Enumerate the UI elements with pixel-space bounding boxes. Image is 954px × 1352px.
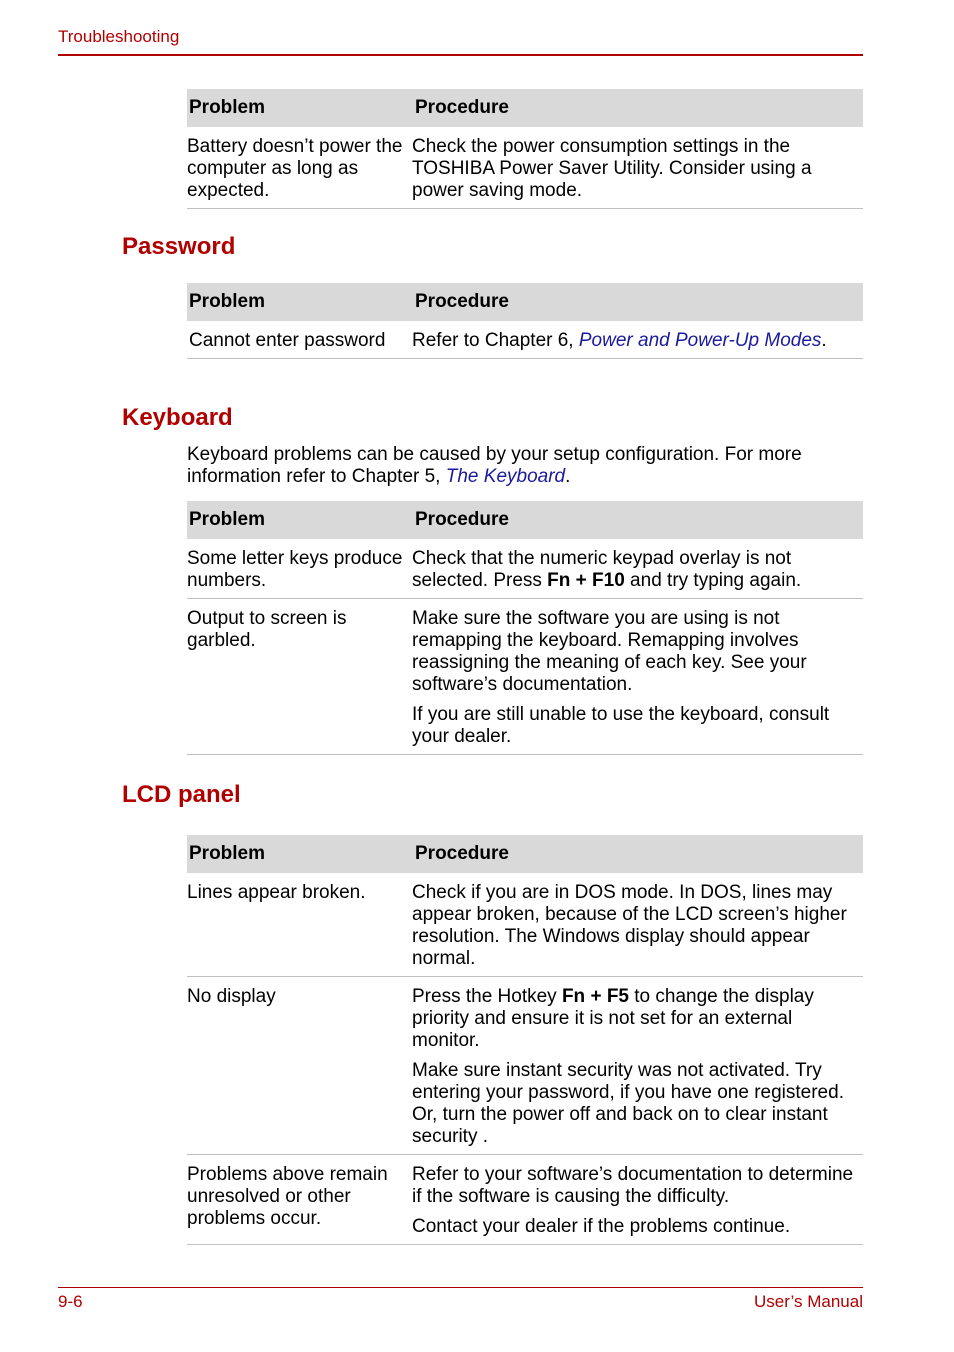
problem-cell: Lines appear broken. (187, 882, 366, 903)
password-table (187, 283, 863, 359)
procedure-paragraph: If you are still unable to use the keyboard, consult your dealer. (412, 704, 830, 747)
problem-cell: No display (187, 986, 276, 1007)
keyboard-chapter-link[interactable]: The Keyboard (445, 466, 566, 487)
problem-cell: Output to screen is garbled. (187, 608, 347, 651)
header-procedure: Procedure (415, 291, 509, 312)
table-row (187, 321, 863, 359)
procedure-paragraph: Contact your dealer if the problems continue. (412, 1216, 791, 1237)
procedure-text: and try typing again. (624, 570, 802, 591)
password-heading: Password (122, 233, 236, 260)
procedure-suffix: . (821, 330, 827, 351)
lcd-table (187, 835, 863, 1245)
hotkey-text: Fn + F10 (547, 570, 625, 591)
footer-rule (58, 1287, 863, 1288)
table-row (187, 539, 863, 599)
procedure-text: Refer to Chapter 6, (412, 330, 579, 351)
procedure-text: Check that the numeric keypad overlay is not selected. Press (412, 548, 792, 591)
keyboard-table (187, 501, 863, 755)
problem-cell: Battery doesn’t power the computer as long as expected. (187, 136, 403, 201)
header-problem: Problem (189, 291, 266, 312)
procedure-cell: Check the power consumption settings in the TOSHIBA Power Saver Utility. Consider using a power saving mode. (412, 136, 812, 201)
procedure-cell (412, 330, 863, 352)
keyboard-intro (187, 444, 863, 488)
procedure-text: to change the display priority and ensure it is not set for an external monitor. (412, 986, 814, 1051)
procedure-paragraph: Make sure the software you are using is not remapping the keyboard. Remapping involves reassigning the meaning of each key. See your software’s documentation. (412, 608, 807, 695)
table-header (187, 283, 863, 321)
keyboard-heading: Keyboard (122, 404, 233, 431)
intro-text: Keyboard problems can be caused by your setup configuration. For more information refer to Chapter 5, (187, 444, 802, 487)
table-header (187, 89, 863, 127)
header-problem: Problem (189, 509, 266, 530)
table-row (187, 127, 863, 209)
intro-suffix: . (565, 466, 571, 487)
table-row (187, 599, 863, 755)
procedure-cell: Check if you are in DOS mode. In DOS, lines may appear broken, because of the LCD screen’s higher resolution. The Windows display should appear normal. (412, 882, 847, 969)
table-header (187, 501, 863, 539)
procedure-text: Press the Hotkey (412, 986, 562, 1007)
problem-cell: Problems above remain unresolved or other problems occur. (187, 1164, 388, 1229)
running-header: Troubleshooting (58, 27, 180, 46)
procedure-cell (412, 1164, 863, 1238)
header-problem: Problem (189, 843, 266, 864)
procedure-cell (412, 608, 863, 748)
battery-table (187, 89, 863, 209)
manual-title: User’s Manual (754, 1292, 863, 1311)
lcd-panel-heading: LCD panel (122, 781, 241, 808)
chapter-6-link[interactable]: Power and Power-Up Modes (578, 330, 822, 351)
procedure-paragraph: Make sure instant security was not activated. Try entering your password, if you have one registered. Or, turn the power off and back on to clear instant security . (412, 1060, 844, 1147)
table-row (187, 1155, 863, 1245)
problem-cell: Cannot enter password (189, 330, 386, 351)
procedure-paragraph (412, 986, 863, 1052)
table-row (187, 873, 863, 977)
procedure-cell (412, 548, 863, 592)
header-procedure: Procedure (415, 843, 509, 864)
header-problem: Problem (189, 97, 266, 118)
hotkey-text: Fn + F5 (561, 986, 629, 1007)
procedure-paragraph: Refer to your software’s documentation to determine if the software is causing the difficulty. (412, 1164, 854, 1207)
header-procedure: Procedure (415, 97, 509, 118)
problem-cell: Some letter keys produce numbers. (187, 548, 403, 591)
table-row (187, 977, 863, 1155)
table-header (187, 835, 863, 873)
header-rule (58, 54, 863, 56)
page-number: 9-6 (58, 1292, 83, 1311)
header-procedure: Procedure (415, 509, 509, 530)
procedure-cell (412, 986, 863, 1148)
